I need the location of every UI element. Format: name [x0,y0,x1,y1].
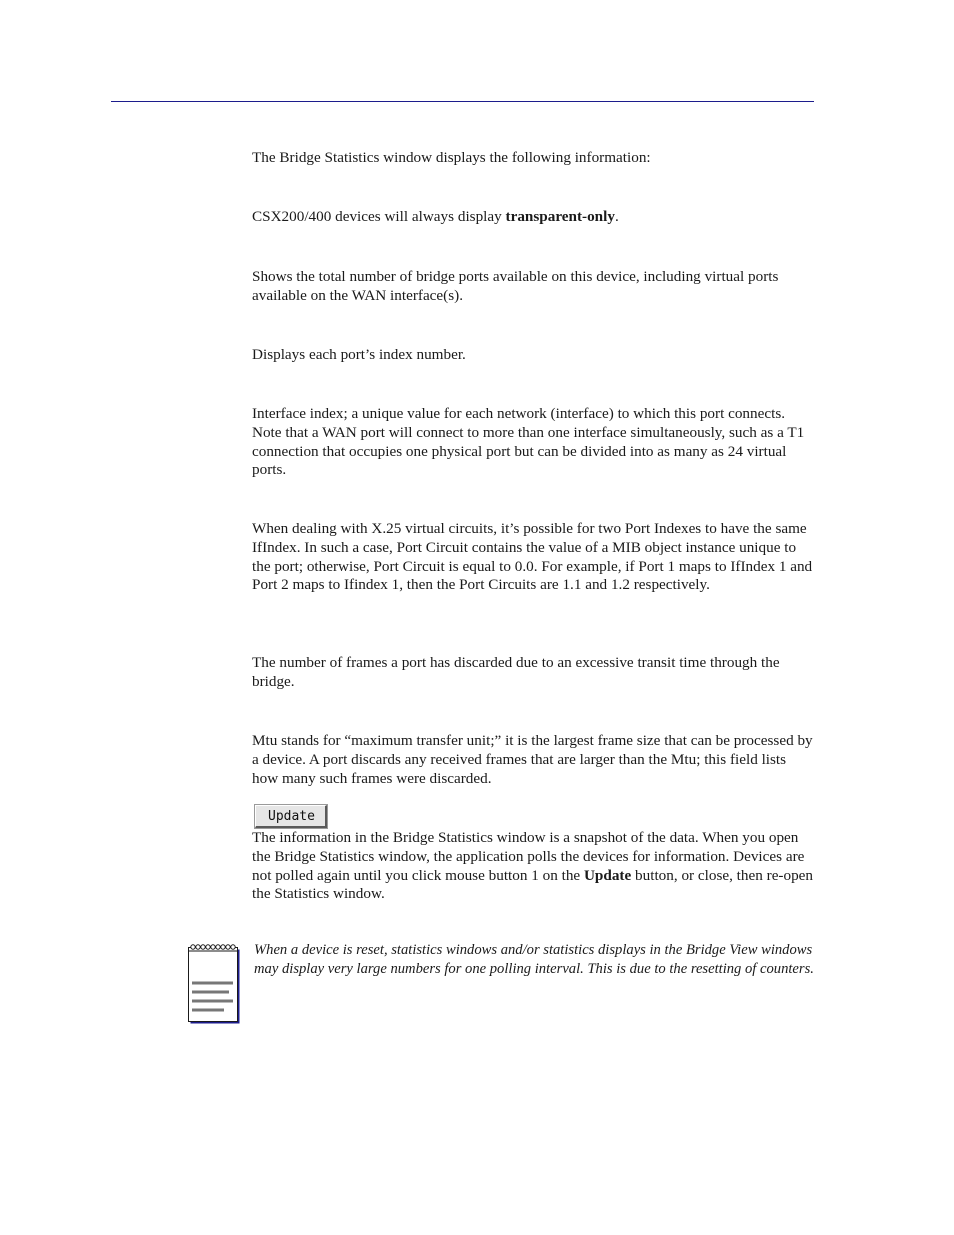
intro-paragraph: The Bridge Statistics window displays the following information: [252,149,651,166]
ifindex-paragraph: Interface index; a unique value for each network (interface) to which this port connects. Note that a WAN port will connect to more than one interface simultaneously, such as a T1 connection that occupies one physical port but can be divided into as many as 24 virtual ports. [252,405,805,479]
mtu-discards-paragraph: Mtu stands for “maximum transfer unit;” it is the largest frame size that can be processed by a device. A port discards any received frames that are larger than the Mtu; this field lists how many such frames were discarded. [252,732,813,787]
update-button[interactable]: Update [255,805,327,828]
port-index-paragraph: Displays each port’s index number. [252,346,466,363]
note-text: When a device is reset, statistics windows and/or statistics displays in the Bridge View windows may display very large numbers for one polling interval. This is due to the resetting of counters. [254,942,814,977]
update-bold-text: Update [583,866,632,884]
csx-text: CSX200/400 devices will always display [252,208,506,225]
update-text: The information in the Bridge Statistics window is a snapshot of the data. When you open the Bridge Statistics window, the application polls the devices for information. Devices are not polled again until you click mouse button 1 on the [252,829,805,884]
ports-total-paragraph: Shows the total number of bridge ports available on this device, including virtual ports available on the WAN interface(s). [252,268,779,304]
csx-suffix: . [614,208,619,225]
header-rule [111,101,814,102]
port-circuit-paragraph: When dealing with X.25 virtual circuits, it’s possible for two Port Indexes to have the same IfIndex. In such a case, Port Circuit contains the value of a MIB object instance unique to the port; otherwise, Port Circuit is equal to 0.0. For example, if Port 1 maps to IfIndex 1 and Port 2 maps to Ifindex 1, then the Port Circuits are 1.1 and 1.2 respectively. [252,520,813,594]
transit-discards-paragraph: The number of frames a port has discarded due to an excessive transit time through the bridge. [252,654,780,690]
csx-bold-text: transparent-only [505,208,615,225]
update-paragraph [252,829,814,904]
csx-paragraph [252,208,814,227]
notepad-icon [186,942,244,1026]
update-suffix: button, or close, then re-open the Statistics window. [252,866,814,903]
